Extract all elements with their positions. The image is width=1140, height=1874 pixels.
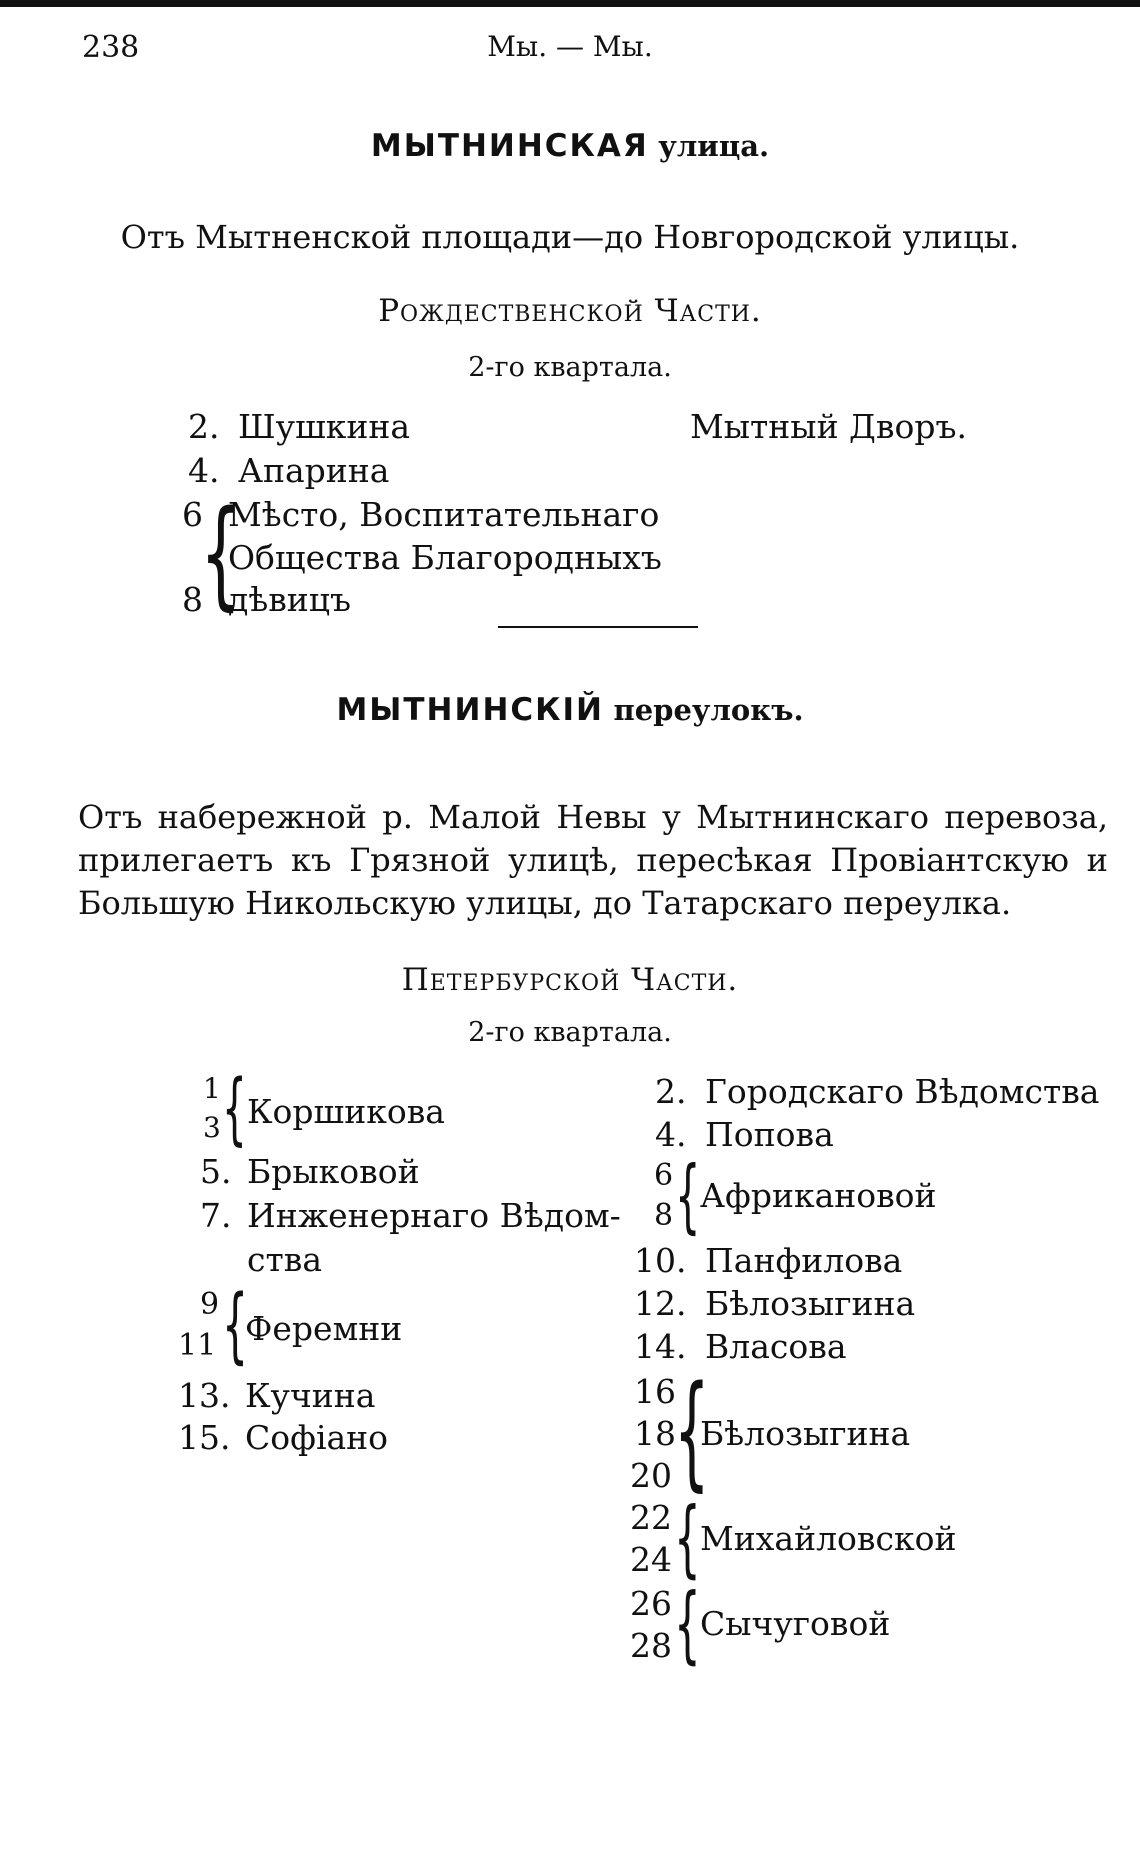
section1-description: Отъ Мытненской площади—до Новгородской улицы. [120,218,1020,256]
left-group-9-11-num-top: 9 [200,1287,220,1322]
right-entry-2-name: Городскаго Вѣдомства [705,1072,1100,1111]
right-entry-14-name: Власова [705,1327,847,1366]
section1-brace-line-3: дѣвицъ [228,580,352,619]
right-group-16-20-num-3: 20 [630,1456,672,1495]
right-group-6-8-num-top: 6 [654,1158,674,1193]
brace-icon: { [674,1575,701,1673]
left-group-1-3-num-top: 1 [203,1072,221,1105]
section1-title-rest: улица. [658,129,770,163]
section2-description-line-1: Отъ набережной р. Малой Невы у Мытнинскаго перевоза, [78,798,1108,836]
right-entry-14-num: 14. [634,1327,687,1366]
brace-icon: { [222,1064,247,1154]
section2-description-line-3: Большую Никольскую улицы, до Татарскаго переулка. [78,884,1012,922]
right-group-6-8-num-bottom: 8 [654,1198,674,1233]
section1-entry-2-num: 2. [188,407,220,446]
section1-brace-num-top: 6 [182,495,203,534]
section2-title-caps: МЫТНИНСКІЙ [336,692,604,728]
section1-part: Рождественской Части. [378,293,762,329]
right-entry-2-num: 2. [655,1072,687,1111]
right-group-6-8-name: Африкановой [700,1176,937,1215]
right-group-26-28-num-top: 26 [630,1584,672,1623]
right-entry-4-num: 4. [655,1115,687,1154]
left-entry-7-name-line2: ства [247,1240,322,1279]
section1-entry-4-num: 4. [188,451,220,490]
section-divider [498,626,698,628]
section1-brace-line-2: Общества Благородныхъ [228,538,662,577]
left-group-1-3-name: Коршикова [247,1092,445,1131]
right-group-26-28-num-bottom: 28 [630,1626,672,1665]
right-entry-12-name: Бѣлозыгина [705,1284,916,1323]
section1-quarter: 2-го квартала. [468,352,672,383]
running-head: Мы. — Мы. [487,30,653,63]
left-group-9-11-num-bottom: 11 [178,1328,217,1363]
left-entry-13-name: Кучина [245,1376,376,1415]
brace-icon: { [674,1360,710,1504]
left-group-9-11-name: Феремни [245,1309,403,1348]
section2-title-rest: переулокъ. [613,693,804,727]
page-number: 238 [82,30,140,65]
top-rule [0,0,1140,7]
section1-right-entry: Мытный Дворъ. [690,407,967,446]
left-entry-15-name: Софіано [245,1418,389,1457]
right-entry-10-num: 10. [634,1241,687,1280]
brace-icon: { [675,1149,701,1242]
left-entry-5-name: Брыковой [247,1152,420,1191]
section2-title [0,692,1140,728]
left-entry-7-num: 7. [200,1196,232,1235]
left-entry-7-name-line1: Инженернаго Вѣдом- [247,1196,621,1235]
section1-entry-2-name: Шушкина [238,407,411,446]
left-entry-15-num: 15. [178,1418,231,1457]
right-group-22-24-num-bottom: 24 [630,1540,672,1579]
section2-part: Петербурской Части. [401,962,739,998]
right-group-16-20-name: Бѣлозыгина [700,1414,911,1453]
right-group-16-20-num-1: 16 [634,1372,676,1411]
section1-brace-num-bottom: 8 [182,580,203,619]
brace-icon: { [674,1489,701,1587]
section1-entry-4-name: Апарина [238,451,390,490]
right-group-22-24-num-top: 22 [630,1498,672,1537]
right-entry-10-name: Панфилова [705,1241,903,1280]
left-entry-5-num: 5. [200,1152,232,1191]
brace-icon: { [200,484,242,622]
section2-quarter: 2-го квартала. [468,1017,672,1048]
brace-icon: { [222,1278,249,1373]
right-group-22-24-name: Михайловской [700,1519,957,1558]
right-group-26-28-name: Сычуговой [700,1604,891,1643]
right-entry-4-name: Попова [705,1115,834,1154]
right-entry-12-num: 12. [634,1284,687,1323]
section1-brace-line-1: Мѣсто, Воспитательнаго [228,495,660,534]
right-group-16-20-num-2: 18 [634,1414,676,1453]
left-entry-13-num: 13. [178,1376,231,1415]
section1-title-caps: МЫТНИНСКАЯ [370,128,649,164]
section1-title [0,128,1140,164]
section2-description-line-2: прилегаетъ къ Грязной улицѣ, пересѣкая Провіантскую и [78,841,1108,879]
left-group-1-3-num-bottom: 3 [203,1111,221,1144]
